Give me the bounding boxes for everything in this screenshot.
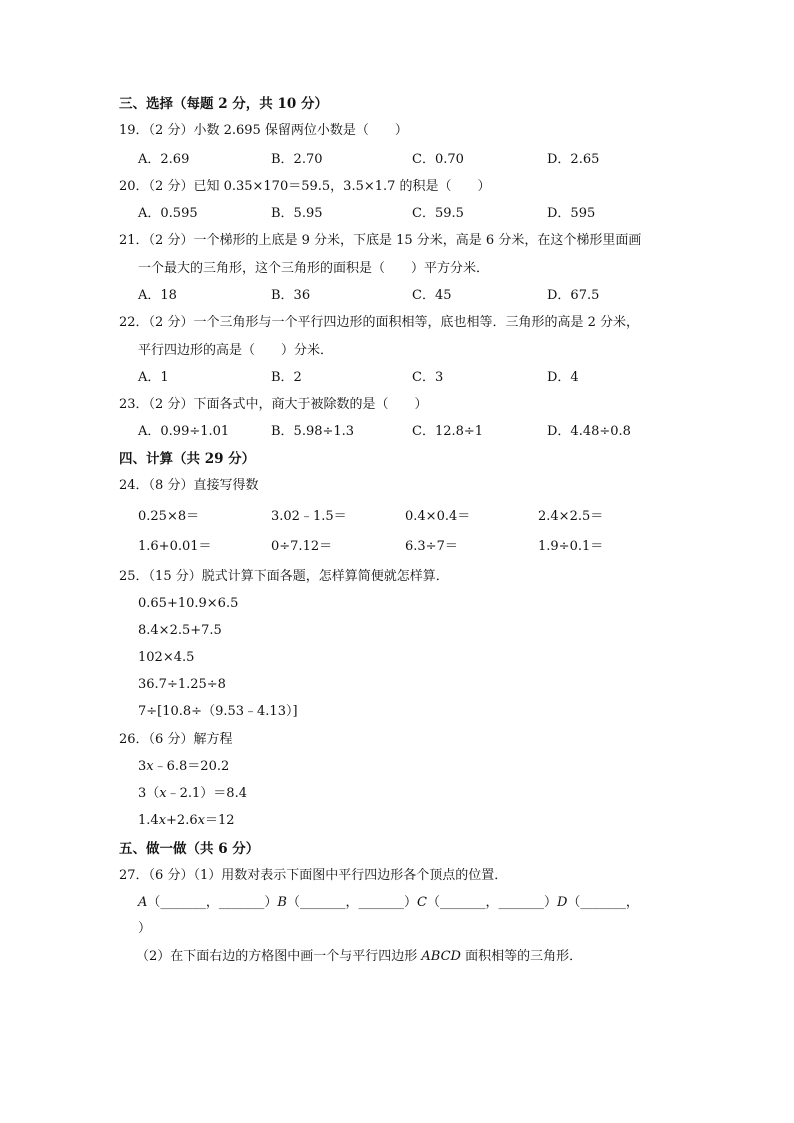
option-b[interactable]: B．5.95 (271, 206, 323, 221)
mental-math-row-2 (138, 538, 658, 556)
option-c[interactable]: C．12.8÷1 (412, 424, 484, 439)
option-a[interactable]: A．18 (138, 288, 177, 303)
mental-math-item: 0.4×0.4＝ (405, 509, 471, 524)
question-27-part-2 (136, 948, 582, 966)
equation-part: ﹣6.8＝20.2 (153, 759, 230, 774)
vertex-label-a: A (138, 895, 148, 910)
equation-1 (138, 758, 229, 776)
vertex-coordinates (138, 894, 639, 912)
equation-part: +2.6 (166, 813, 198, 828)
question-22-stem-cont: 平行四边形的高是（ ）分米． (138, 343, 334, 358)
option-b[interactable]: B．5.98÷1.3 (271, 424, 355, 439)
question-23-stem: 23．（2 分）下面各式中，商大于被除数的是（ ） (119, 397, 428, 412)
coordinate-blank[interactable]: （_______，_______） (147, 895, 278, 910)
mental-math-item: 0÷7.12＝ (271, 539, 333, 554)
question-24-stem: 24．（8 分）直接写得数 (119, 478, 259, 493)
option-a[interactable]: A．1 (138, 370, 169, 385)
mental-math-item: 1.9÷0.1＝ (538, 539, 604, 554)
calc-item: 36.7÷1.25÷8 (138, 677, 226, 692)
coordinate-blank[interactable]: （_______， (567, 895, 639, 910)
question-25-stem: 25．（15 分）脱式计算下面各题，怎样算简便就怎样算． (119, 569, 449, 584)
equation-part: 3 (138, 759, 147, 774)
variable-x: x (158, 813, 167, 828)
equation-part: 3（ (138, 786, 160, 801)
mental-math-item: 6.3÷7＝ (405, 539, 458, 554)
option-b[interactable]: B．2.70 (271, 152, 323, 167)
section-heading-choice: 三、选择（每题 2 分，共 10 分） (119, 96, 328, 112)
question-26-stem: 26．（6 分）解方程 (119, 732, 233, 747)
option-c[interactable]: C．45 (412, 288, 452, 303)
section-heading-calc: 四、计算（共 29 分） (119, 451, 256, 467)
part-2-text: 面积相等的三角形． (460, 949, 583, 964)
option-d[interactable]: D．4 (547, 370, 579, 385)
mental-math-row-1 (138, 508, 658, 526)
equation-part: ﹣2.1）＝8.4 (166, 786, 247, 801)
calc-item: 0.65+10.9×6.5 (138, 596, 239, 611)
parallelogram-name: ABCD (421, 949, 461, 964)
question-20-stem: 20．（2 分）已知 0.35×170＝59.5，3.5×1.7 的积是（ ） (119, 179, 491, 194)
question-27-stem: 27．（6 分）（1）用数对表示下面图中平行四边形各个顶点的位置． (119, 868, 508, 883)
section-heading-practice: 五、做一做（共 6 分） (119, 841, 260, 857)
coordinate-blank[interactable]: （_______，_______） (286, 895, 417, 910)
option-c[interactable]: C．0.70 (412, 152, 464, 167)
question-22-options (138, 369, 638, 387)
coordinate-blank[interactable]: （_______，_______） (426, 895, 557, 910)
calc-item: 7÷[10.8÷（9.53﹣4.13）] (138, 704, 298, 719)
option-a[interactable]: A．0.595 (138, 206, 198, 221)
vertex-label-c: C (416, 895, 427, 910)
mental-math-item: 0.25×8＝ (138, 509, 200, 524)
equation-part: ＝12 (204, 813, 235, 828)
option-d[interactable]: D．595 (547, 206, 596, 221)
question-23-options (138, 423, 638, 441)
equation-2 (138, 785, 247, 803)
option-a[interactable]: A．2.69 (138, 152, 190, 167)
part-2-text: （2）在下面右边的方格图中画一个与平行四边形 (136, 949, 422, 964)
coordinate-close: ） (138, 921, 152, 936)
option-b[interactable]: B．2 (271, 370, 302, 385)
calc-item: 8.4×2.5+7.5 (138, 623, 222, 638)
equation-part: 1.4 (138, 813, 159, 828)
question-21-stem-cont: 一个最大的三角形，这个三角形的面积是（ ）平方分米． (138, 261, 490, 276)
option-d[interactable]: D．4.48÷0.8 (547, 424, 631, 439)
vertex-label-b: B (277, 895, 287, 910)
question-20-options (138, 205, 638, 223)
question-19-options (138, 151, 638, 169)
equation-3 (138, 812, 235, 830)
option-c[interactable]: C．59.5 (412, 206, 464, 221)
vertex-label-d: D (556, 895, 568, 910)
question-22-stem: 22．（2 分）一个三角形与一个平行四边形的面积相等，底也相等．三角形的高是 2 分米， (119, 315, 639, 330)
variable-x: x (197, 813, 205, 828)
question-21-options (138, 287, 638, 305)
option-b[interactable]: B．36 (271, 288, 311, 303)
variable-x: x (146, 759, 154, 774)
variable-x: x (159, 786, 167, 801)
calc-item: 102×4.5 (138, 650, 195, 665)
option-d[interactable]: D．67.5 (547, 288, 600, 303)
question-19-stem: 19．（2 分）小数 2.695 保留两位小数是（ ） (119, 123, 408, 138)
option-d[interactable]: D．2.65 (547, 152, 600, 167)
mental-math-item: 1.6+0.01＝ (138, 539, 212, 554)
mental-math-item: 3.02﹣1.5＝ (271, 509, 347, 524)
question-21-stem: 21．（2 分）一个梯形的上底是 9 分米，下底是 15 分米，高是 6 分米，在这个梯形里面画 (119, 233, 642, 248)
mental-math-item: 2.4×2.5＝ (538, 509, 604, 524)
option-c[interactable]: C．3 (412, 370, 444, 385)
option-a[interactable]: A．0.99÷1.01 (138, 424, 230, 439)
